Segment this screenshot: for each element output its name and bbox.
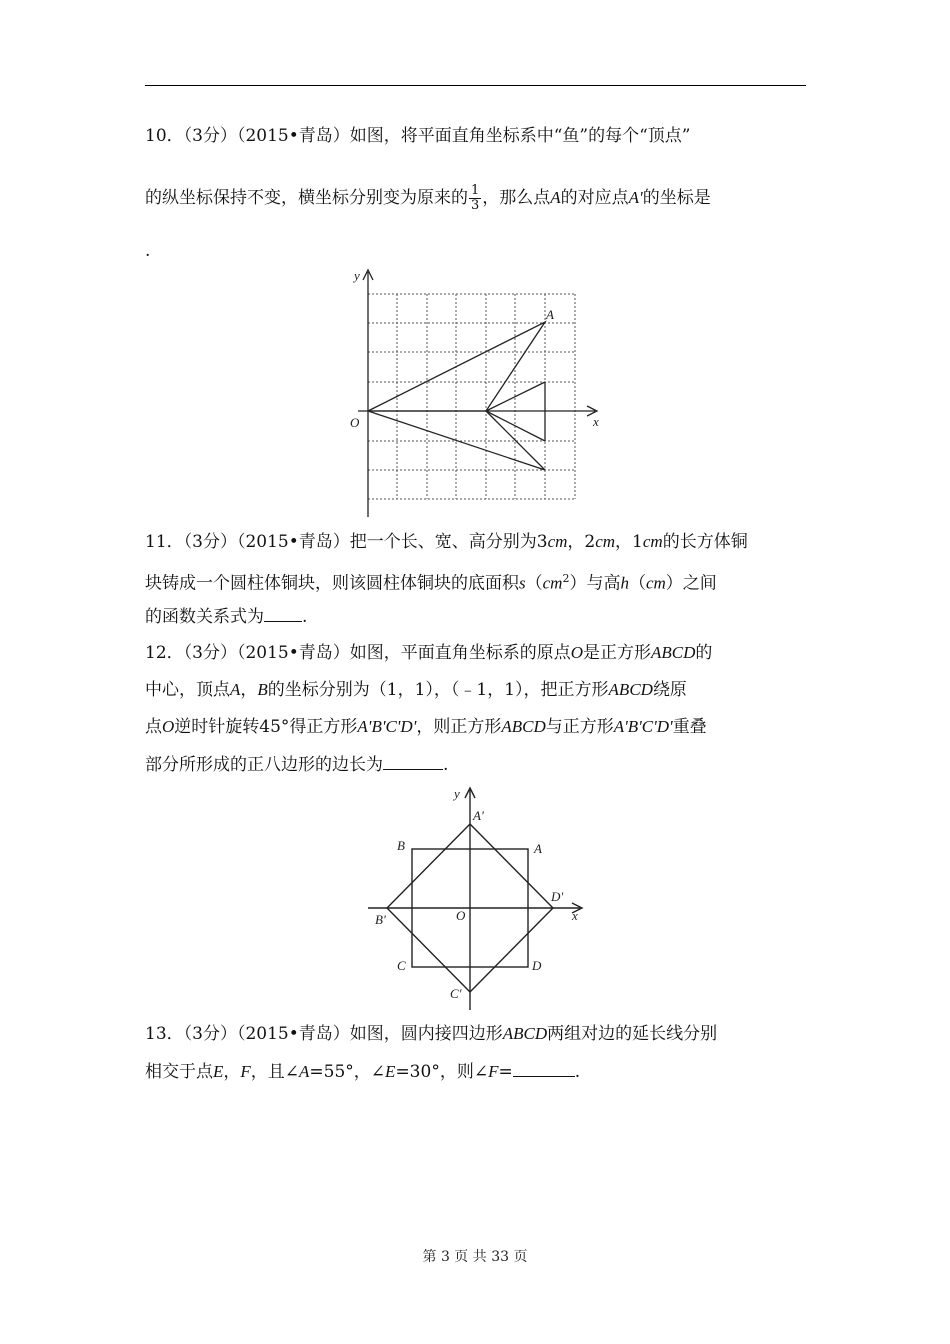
label-a-prime: A' (473, 808, 484, 823)
q10-line-1: 10．（3分）（2015•青岛）如图，将平面直角坐标系中“鱼”的每个“顶点” (145, 126, 691, 146)
page-footer: 第 3 页 共 33 页 (422, 1249, 528, 1265)
label-d-prime: D' (551, 889, 564, 904)
answer-blank (383, 753, 443, 770)
label-c-prime: C' (450, 986, 462, 1001)
origin-label: O (350, 415, 360, 430)
fraction-one-third: $\frac{1}{3}$ (471, 183, 480, 213)
q13-line-1: 13．（3分）（2015•青岛）如图，圆内接四边形ABCD两组对边的延长线分别 (145, 1024, 718, 1044)
answer-blank (513, 1060, 575, 1077)
y-axis-label: y (354, 268, 360, 283)
q12-squares-figure (360, 782, 595, 1012)
q13-line-2: 相交于点E，F，且∠A=55°，∠E=30°，则∠F= . (145, 1062, 581, 1082)
x-axis-label: x (572, 908, 578, 923)
q11-line-1: 11．（3分）（2015•青岛）把一个长、宽、高分别为3cm，2cm，1cm的长方体铜 (145, 532, 748, 552)
q12-line-1: 12．（3分）（2015•青岛）如图，平面直角坐标系的原点O是正方形ABCD的 (145, 643, 713, 663)
answer-blank (264, 605, 302, 622)
header-rule (145, 85, 806, 86)
label-d: D (532, 958, 542, 973)
label-b-prime: B' (375, 912, 386, 927)
q10-line-3: . (145, 241, 151, 261)
q12-line-3: 点O逆时针旋转45°得正方形A'B'C'D'，则正方形ABCD与正方形A'B'C'D'重叠 (145, 717, 707, 737)
q12-line-4: 部分所形成的正八边形的边长为 . (145, 755, 449, 775)
origin-label: O (456, 908, 466, 923)
q10-line-2: 的纵坐标保持不变，横坐标分别变为原来的 $\frac{1}{3}$ ，那么点A的对应点A'的坐标是 (145, 183, 711, 213)
q10-fish-figure (340, 262, 610, 522)
label-a: A (534, 841, 542, 856)
point-a-label: A (546, 307, 554, 322)
y-axis-label: y (454, 786, 460, 801)
q11-line-2: 块铸成一个圆柱体铜块，则该圆柱体铜块的底面积$s(cm^2)$与高h（cm）之间 (145, 572, 717, 594)
label-b: B (397, 838, 405, 853)
x-axis-label: x (593, 414, 599, 429)
q11-line-3: 的函数关系式为 . (145, 607, 308, 627)
q12-line-2: 中心，顶点A，B的坐标分别为（1，1），（﹣1，1），把正方形ABCD绕原 (145, 680, 687, 700)
label-c: C (397, 958, 406, 973)
